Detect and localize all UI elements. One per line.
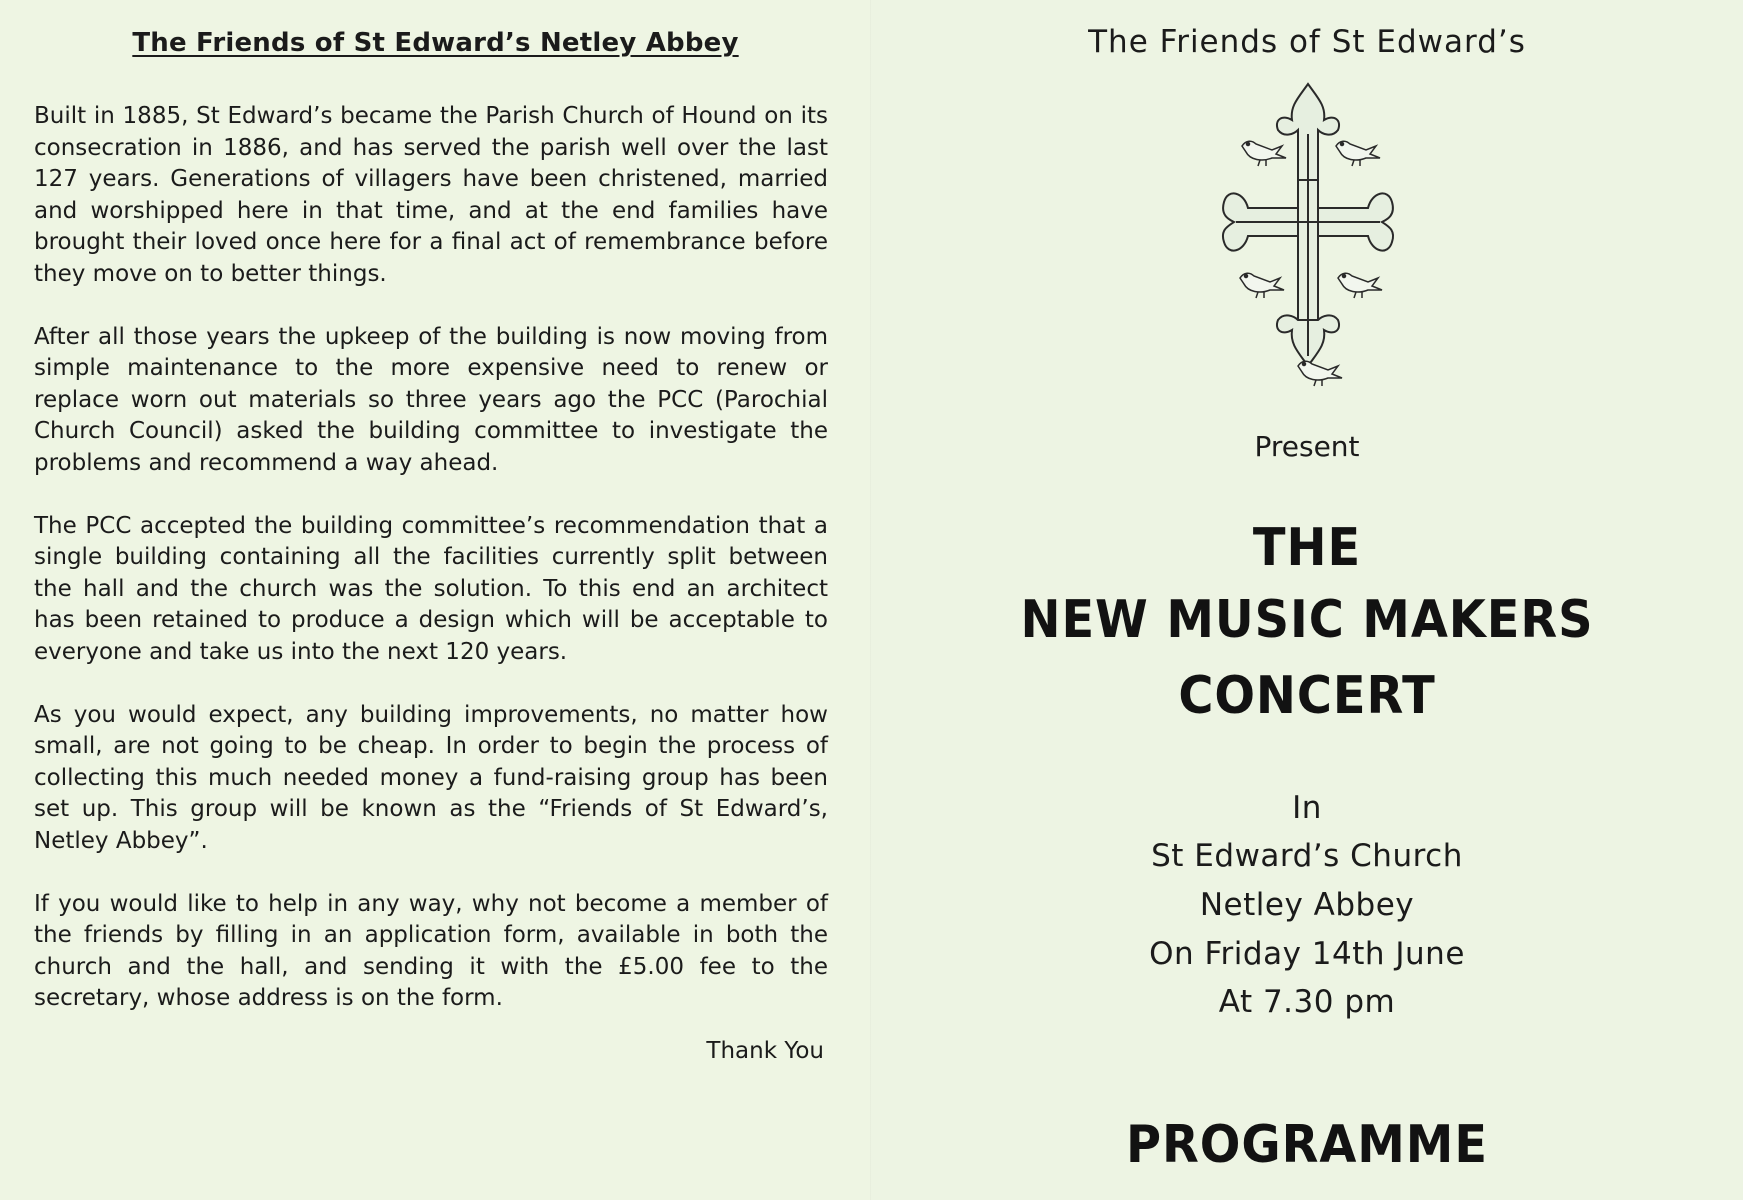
venue-line-in: In [1292,790,1322,826]
concert-title-line-1: THE [1252,518,1362,578]
right-page-header: The Friends of St Edward’s [1088,24,1526,60]
paragraph-recommendation: The PCC accepted the building committee’s recommendation that a single building containing all the facilities currently split between the hall and the church was the solution. To this end an architect has been retained to produce a design which will be acceptable to everyone and take us into the next 120 years. [34,512,828,665]
left-page-title: The Friends of St Edward’s Netley Abbey [132,28,739,58]
concert-title-line-3: CONCERT [1178,666,1436,726]
programme-heading: PROGRAMME [1126,1115,1488,1175]
present-text: Present [1254,430,1360,463]
paragraph-fundraising: As you would expect, any building improvements, no matter how small, are not going to be cheap. In order to begin the process of collecting this much needed money a fund-raising group has been set up. This group will be known as the “Friends of St Edward’s, Netley Abbey”. [34,701,828,854]
paragraph-upkeep: After all those years the upkeep of the building is now moving from simple maintenance to the more expensive need to renew or replace worn out materials so three years ago the PCC (Parochial Church Council) asked the building committee to investigate the problems and recommend a way ahead. [34,323,828,476]
venue-line-time: At 7.30 pm [1218,984,1396,1020]
left-page-body [34,101,828,1046]
thank-you-text: Thank You [706,1038,824,1064]
left-page [0,0,871,1200]
concert-title-line-2: NEW MUSIC MAKERS [1020,590,1594,650]
venue-line-date: On Friday 14th June [1149,936,1465,972]
paragraph-history: Built in 1885, St Edward’s became the Parish Church of Hound on its consecration in 1886, and has served the parish well over the last 127 years. Generations of villagers have been christened, married and worshipped here in that time, and at the end families have brought their loved once here for a final act of remembrance before they move on to better things. [34,103,828,287]
right-page [871,0,1743,1200]
cross-with-doves-icon [1218,80,1398,400]
venue-line-church: St Edward’s Church [1151,838,1463,874]
paragraph-membership: If you would like to help in any way, why not become a member of the friends by filling in an application form, available in both the church and the hall, and sending it with the £5.00 fee to the secretary, whose address is on the form. [34,890,828,1011]
venue-line-place: Netley Abbey [1199,887,1415,923]
